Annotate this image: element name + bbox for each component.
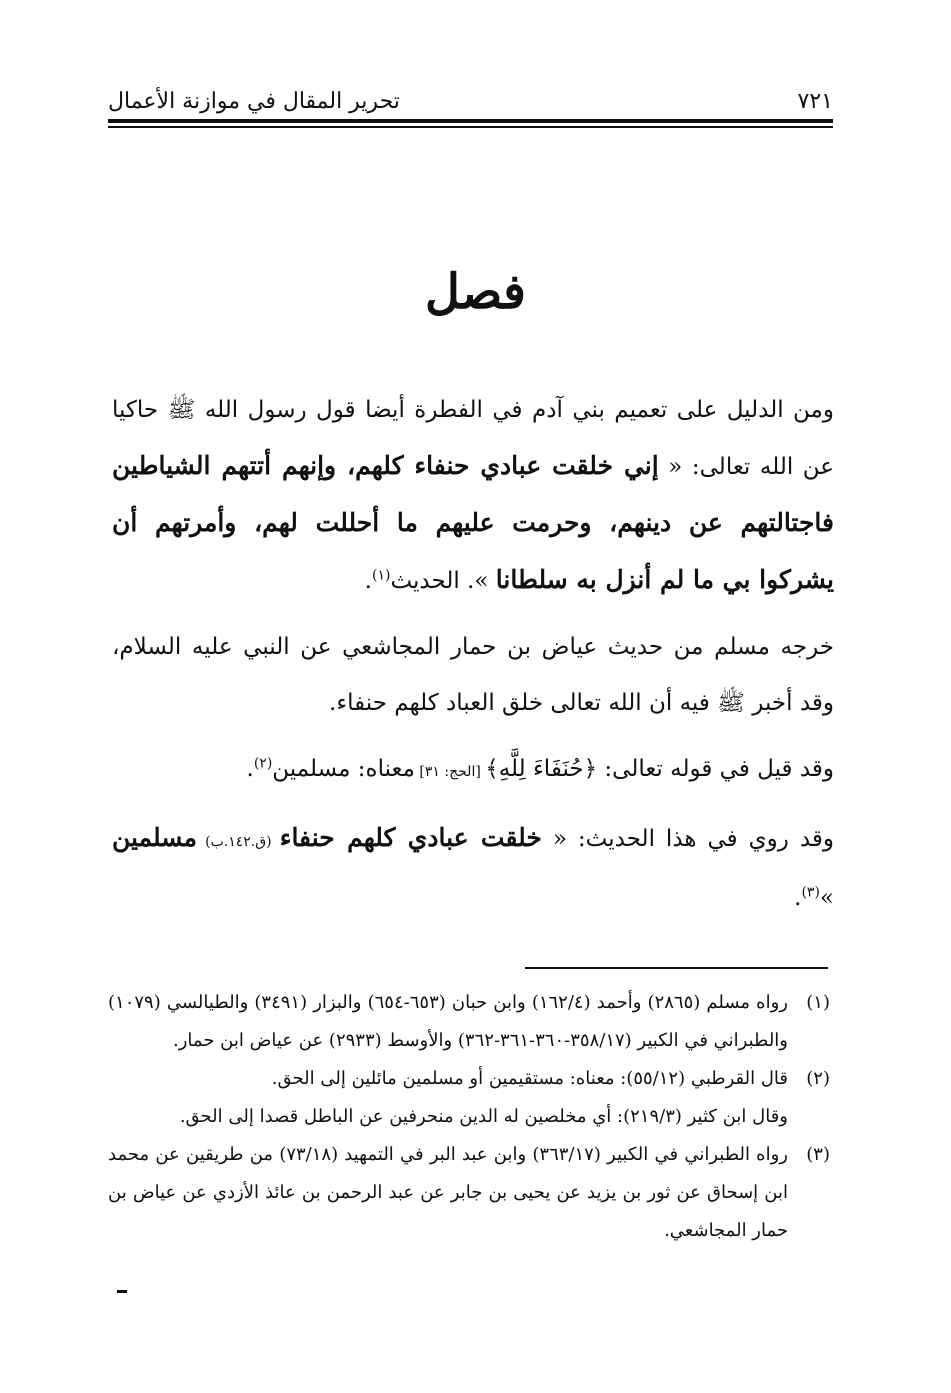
page-number: ٧٢١ bbox=[797, 89, 833, 114]
paragraph-2: خرجه مسلم من حديث عياض بن حمار المجاشعي عن النبي عليه السلام، وقد أخبر ﷺ فيه أن الله تعالى خلق العباد كلهم حنفاء. bbox=[112, 634, 834, 716]
quran-ayah: ﴿حُنَفَاءَ لِلَّهِ﴾ bbox=[485, 756, 598, 782]
p4-end: » bbox=[819, 885, 834, 911]
paragraph-1 bbox=[112, 382, 834, 609]
footnote-2-continuation: وقال ابن كثير (٢١٩/٣): أي مخلصين له الدين منحرفين عن الباطل قصدا إلى الحق. bbox=[179, 1106, 788, 1127]
p4-period: . bbox=[794, 885, 802, 911]
p4-intro: وقد روي في هذا الحديث: « bbox=[541, 826, 835, 852]
p1-hadith-quote: إني خلقت عبادي حنفاء كلهم، وإنهم أتتهم الشياطين فاجتالتهم عن دينهم، وحرمت عليهم ما أحللت لهم، وأمرتهم أن يشركوا بي ما لم أنزل به سلطانا bbox=[112, 451, 834, 594]
p3-meaning: معناه: مسلمين bbox=[272, 756, 415, 782]
footnote-3 bbox=[108, 1136, 830, 1250]
section-title: فصل bbox=[425, 264, 526, 320]
footnote-2 bbox=[108, 1060, 830, 1098]
p4-hadith-quote-cont: مسلمين bbox=[112, 823, 197, 852]
footnote-ref-3: (٣) bbox=[801, 884, 820, 901]
p1-end: ». الحديث bbox=[390, 568, 496, 594]
footnote-text: رواه الطبراني في الكبير (٣٦٣/١٧) وابن عبد البر في التمهيد (٧٣/١٨) من طريقين عن محمد ابن إسحاق عن ثور بن يزيد عن يحيى بن جابر عن عبد الرحمن بن عائذ الأزدي عن عياض بن حمار المجاشعي. bbox=[108, 1144, 788, 1241]
footnote-text: رواه مسلم (٢٨٦٥) وأحمد (١٦٢/٤) وابن حبان (٦٥٣-٦٥٤) والبزار (٣٤٩١) والطيالسي (١٠٧٩) والطبراني في الكبير (٣٥٨/١٧-٣٦٠-٣٦١-٣٦٢) والأوسط (٢٩٣٣) عن عياض ابن حمار. bbox=[108, 992, 788, 1051]
p3-period: . bbox=[246, 756, 254, 782]
p3-intro: وقد قيل في قوله تعالى: bbox=[597, 756, 834, 782]
paragraph-3 bbox=[112, 741, 834, 800]
margin-dash bbox=[117, 1290, 127, 1293]
footnote-number: (٣) bbox=[806, 1144, 830, 1165]
manuscript-folio-ref: (ق.١٤٢.ب) bbox=[197, 834, 280, 850]
main-text bbox=[112, 382, 834, 926]
footnote-number: (٢) bbox=[806, 1068, 830, 1089]
footnotes bbox=[108, 984, 830, 1250]
paragraph-4 bbox=[112, 810, 834, 926]
p1-intro: ومن الدليل على تعميم بني آدم في الفطرة أيضا قول رسول الله ﷺ حاكيا عن الله تعالى: « bbox=[112, 397, 834, 480]
footnote-ref-1: (١) bbox=[371, 567, 391, 584]
footnote-separator bbox=[525, 967, 828, 969]
book-title: تحرير المقال في موازنة الأعمال bbox=[108, 89, 400, 114]
header-rule-thin bbox=[108, 126, 833, 128]
p1-period: . bbox=[364, 568, 372, 594]
footnote-number: (١) bbox=[806, 992, 830, 1013]
ayah-citation: [الحج: ٣١] bbox=[414, 764, 486, 780]
p4-hadith-quote: خلقت عبادي كلهم حنفاء bbox=[279, 823, 542, 852]
running-header bbox=[108, 78, 833, 114]
footnote-ref-2: (٢) bbox=[253, 755, 273, 772]
footnote-text: قال القرطبي (٥٥/١٢): معناه: مستقيمين أو مسلمين مائلين إلى الحق. bbox=[271, 1068, 788, 1089]
footnote-1 bbox=[108, 984, 830, 1060]
header-rule-thick bbox=[108, 119, 833, 123]
